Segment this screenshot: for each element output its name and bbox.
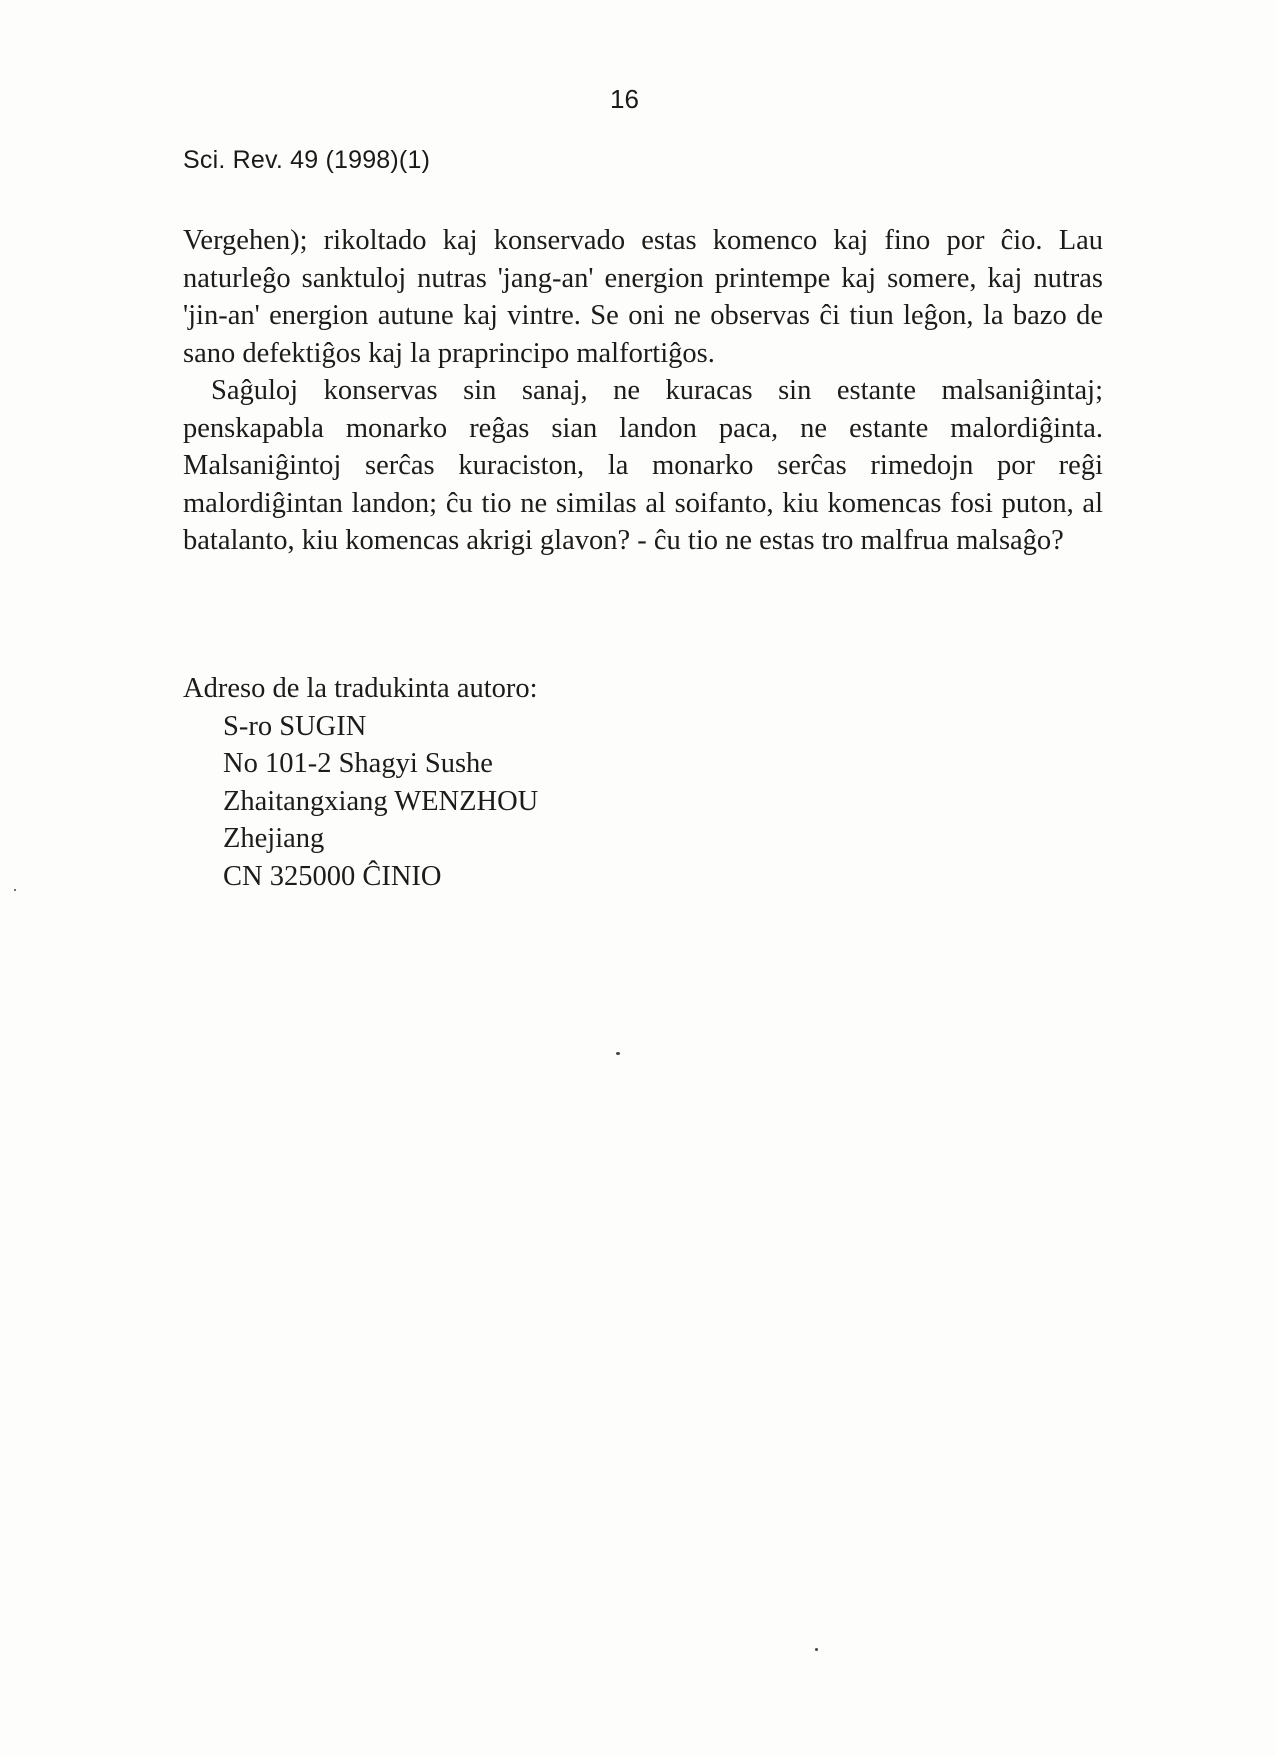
address-line: No 101-2 Shagyi Sushe bbox=[223, 748, 493, 779]
scan-speck bbox=[14, 889, 16, 891]
address-heading: Adreso de la tradukinta autoro: bbox=[183, 673, 538, 704]
paragraph: Saĝuloj konservas sin sanaj, ne kuracas sin estante malsaniĝintaj; penskapabla monarko reĝas sian landon paca, ne estante malordiĝinta. Malsaniĝintoj serĉas kuraciston, la monarko serĉas rimedojn por reĝi malordiĝintan landon; ĉu tio ne similas al soifanto, kiu komencas fosi puton, al batalanto, kiu komencas akrigi glavon? - ĉu tio ne estas tro malfrua malsaĝo? bbox=[183, 375, 1103, 556]
address-line: CN 325000 ĈINIO bbox=[223, 860, 442, 892]
address-line: Zhaitangxiang WENZHOU bbox=[223, 785, 539, 817]
journal-reference: Sci. Rev. 49 (1998)(1) bbox=[183, 146, 431, 174]
address-line: Zhejiang bbox=[223, 823, 325, 854]
address-line: S-ro SUGIN bbox=[223, 710, 367, 742]
scan-speck bbox=[815, 1648, 818, 1651]
author-address bbox=[183, 670, 538, 895]
paragraph: Vergehen); rikoltado kaj konservado estas komenco kaj fino por ĉio. Lau naturleĝo sanktuloj nutras 'jang-an' energion printempe kaj somere, kaj nutras 'jin-an' energion autune kaj vintre. Se oni ne observas ĉi tiun leĝon, la bazo de sano defektiĝos kaj la praprincipo malfortiĝos. bbox=[183, 225, 1103, 369]
scan-speck bbox=[616, 1052, 620, 1055]
page-number: 16 bbox=[610, 84, 639, 114]
body-text bbox=[183, 222, 1103, 560]
